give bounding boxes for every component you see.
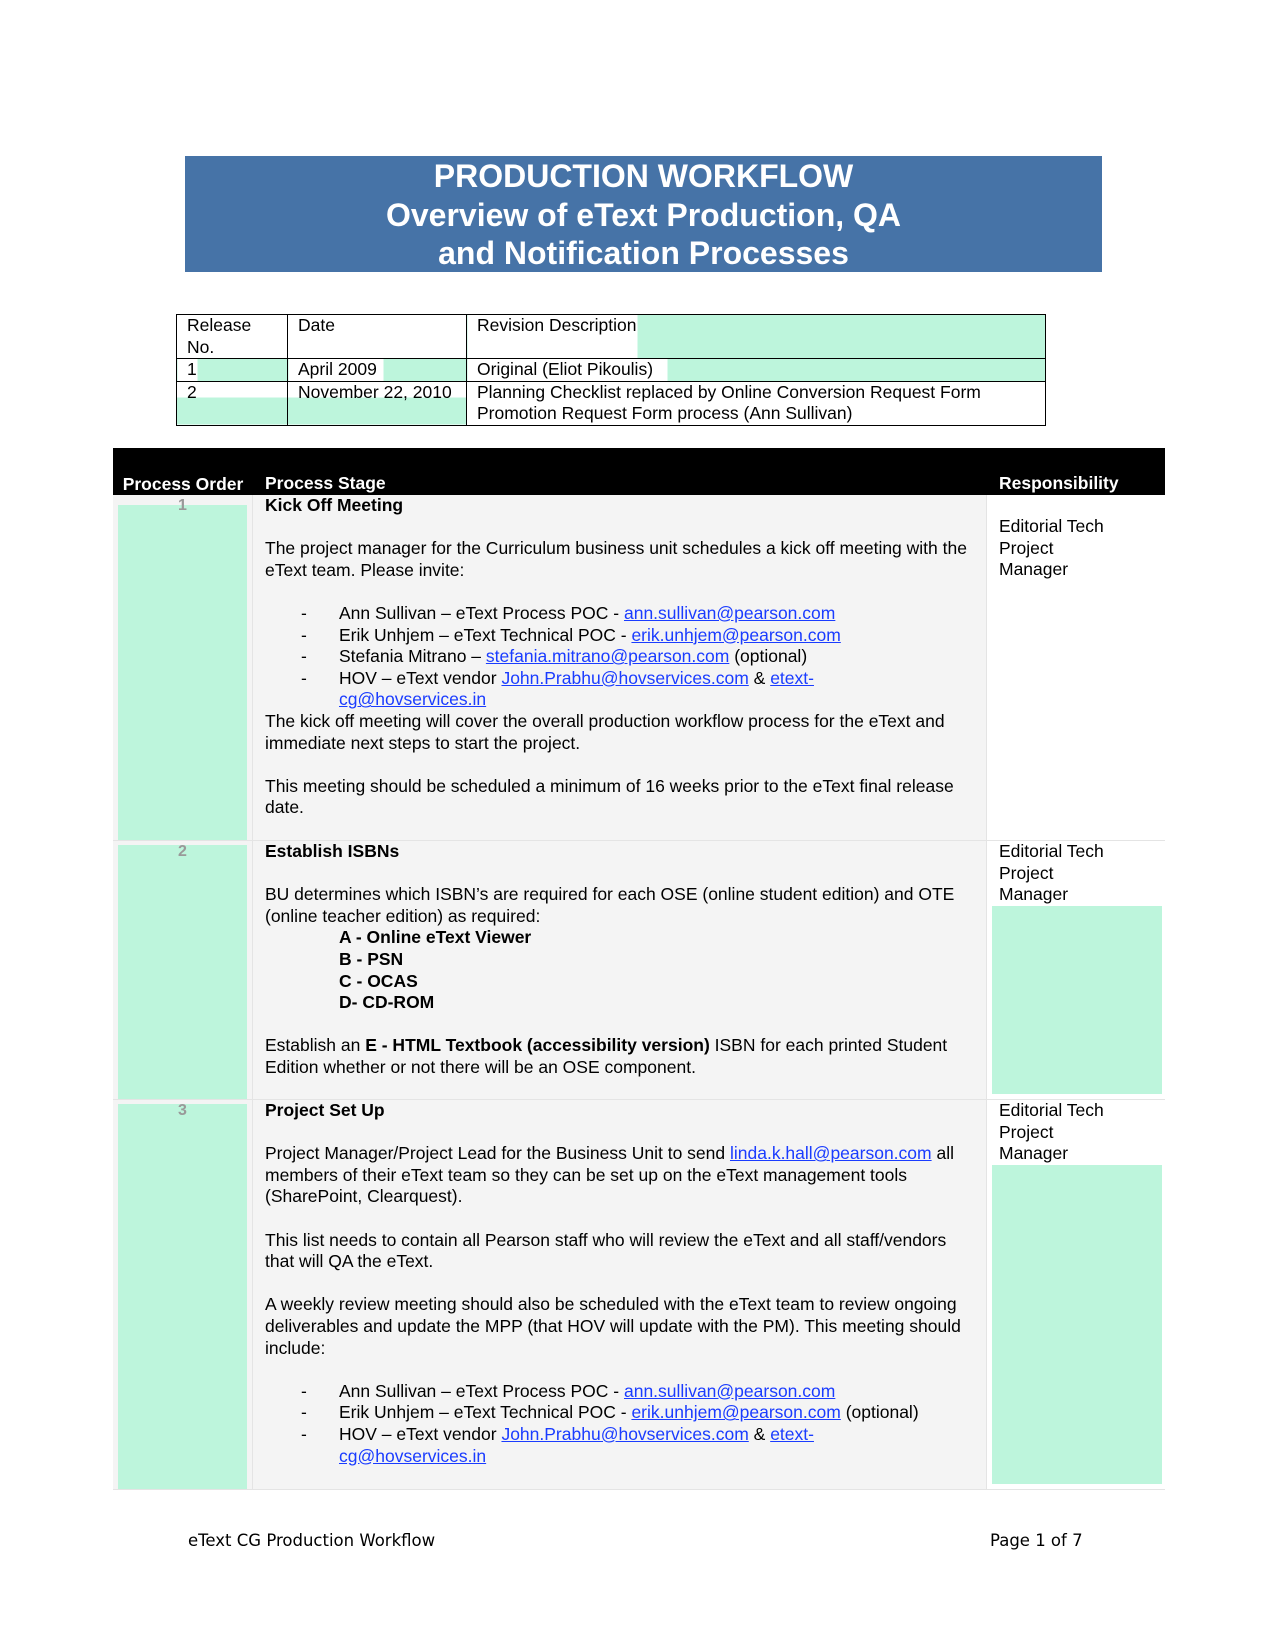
list-item: - Ann Sullivan – eText Process POC - ann.sullivan@pearson.com (265, 603, 974, 625)
email-link[interactable]: John.Prabhu@hovservices.com (501, 1423, 749, 1444)
description-line: Planning Checklist replaced by Online Conversion Request Form (477, 381, 981, 402)
release-no: 2 (177, 381, 288, 425)
release-date: November 22, 2010 (288, 381, 467, 425)
stage-title: Project Set Up (265, 1100, 385, 1120)
header-release-no: Release No. (177, 315, 288, 359)
email-link[interactable]: John.Prabhu@hovservices.com (501, 667, 749, 688)
list-item: - Erik Unhjem – eText Technical POC - erik.unhjem@pearson.com (optional) (265, 1402, 974, 1424)
process-order: 1 (178, 497, 187, 514)
header-process-order: Process Order (122, 474, 244, 494)
email-link[interactable]: ann.sullivan@pearson.com (623, 602, 836, 623)
revision-description: Original (Eliot Pikoulis) (467, 359, 1046, 382)
stage-text: Project Manager/Project Lead for the Business Unit to send linda.k.hall@pearson.com all members of their eText team so they can be set up on the eText management tools (SharePoint, Clearquest). (265, 1143, 954, 1207)
process-row (113, 1100, 1165, 1490)
email-link[interactable]: ann.sullivan@pearson.com (623, 1380, 836, 1401)
email-link[interactable]: stefania.mitrano@pearson.com (485, 646, 730, 667)
header-process-stage: Process Stage (265, 473, 386, 494)
release-no: 1 (177, 359, 288, 382)
email-link[interactable]: erik.unhjem@pearson.com (631, 1402, 841, 1423)
revision-description (467, 381, 1046, 425)
stage-text: Establish an E - HTML Textbook (accessibility version) ISBN for each printed Student Edition whether or not there will be an OSE component. (265, 1035, 948, 1077)
process-row (113, 495, 1165, 841)
header-responsibility: Responsibility (999, 473, 1119, 494)
email-link[interactable]: etext-cg@hovservices.in (339, 1423, 814, 1466)
revision-row (177, 359, 1046, 382)
process-table-header (113, 448, 1165, 495)
invite-list (265, 603, 974, 711)
list-item: - Ann Sullivan – eText Process POC - ann.sullivan@pearson.com (265, 1381, 974, 1403)
list-item: - Erik Unhjem – eText Technical POC - erik.unhjem@pearson.com (265, 625, 974, 647)
list-item: - Stefania Mitrano – stefania.mitrano@pearson.com (optional) (265, 646, 974, 668)
isbn-option: D- CD-ROM (339, 992, 435, 1013)
release-date: April 2009 (288, 359, 467, 382)
description-line: Promotion Request Form process (Ann Sullivan) (477, 403, 853, 423)
stage-text: BU determines which ISBN’s are required for each OSE (online student edition) and OTE (online teacher edition) as required: (265, 884, 955, 926)
responsibility: Editorial Tech Project Manager (999, 841, 1104, 905)
isbn-option: B - PSN (339, 948, 404, 969)
responsibility: Editorial Tech Project Manager (999, 1100, 1104, 1164)
stage-text: The project manager for the Curriculum business unit schedules a kick off meeting with the eText team. Please invite: (265, 538, 967, 580)
footer-document-name: eText CG Production Workflow (188, 1531, 436, 1550)
email-link[interactable]: linda.k.hall@pearson.com (729, 1143, 932, 1164)
title-line-1: PRODUCTION WORKFLOW (433, 158, 854, 194)
stage-text: This meeting should be scheduled a minimum of 16 weeks prior to the eText final release date. (265, 775, 954, 818)
title-line-2: Overview of eText Production, QA (385, 196, 902, 233)
email-link[interactable]: erik.unhjem@pearson.com (631, 624, 841, 645)
title-line-3: and Notification Processes (438, 235, 849, 271)
responsibility: Editorial Tech Project Manager (999, 516, 1104, 580)
stage-text: A weekly review meeting should also be scheduled with the eText team to review ongoing deliverables and update the MPP (that HOV will update with the PM). This meeting should include: (265, 1294, 961, 1358)
isbn-option: C - OCAS (339, 970, 418, 991)
process-table (113, 448, 1165, 1490)
attendee-list (265, 1381, 974, 1467)
revision-table (176, 314, 1046, 426)
stage-text: The kick off meeting will cover the overall production workflow process for the eText and immediate next steps to start the project. (265, 710, 945, 753)
header-revision-description: Revision Description (467, 315, 1046, 359)
footer-page-number: Page 1 of 7 (990, 1531, 1083, 1550)
process-order: 2 (178, 843, 187, 860)
stage-title: Establish ISBNs (265, 841, 400, 861)
isbn-option: A - Online eText Viewer (339, 927, 532, 948)
revision-header-row (177, 315, 1046, 359)
list-item: - HOV – eText vendor John.Prabhu@hovservices.com & etext-cg@hovservices.in (265, 668, 974, 711)
stage-title: Kick Off Meeting (265, 495, 404, 515)
email-link[interactable]: etext-cg@hovservices.in (339, 667, 814, 710)
revision-row (177, 381, 1046, 425)
document-title-banner (185, 156, 1102, 272)
header-date: Date (288, 315, 467, 359)
list-item: - HOV – eText vendor John.Prabhu@hovservices.com & etext-cg@hovservices.in (265, 1424, 974, 1467)
process-row (113, 841, 1165, 1100)
process-order: 3 (178, 1102, 187, 1119)
stage-text: This list needs to contain all Pearson staff who will review the eText and all staff/vendors that will QA the eText. (265, 1229, 947, 1272)
